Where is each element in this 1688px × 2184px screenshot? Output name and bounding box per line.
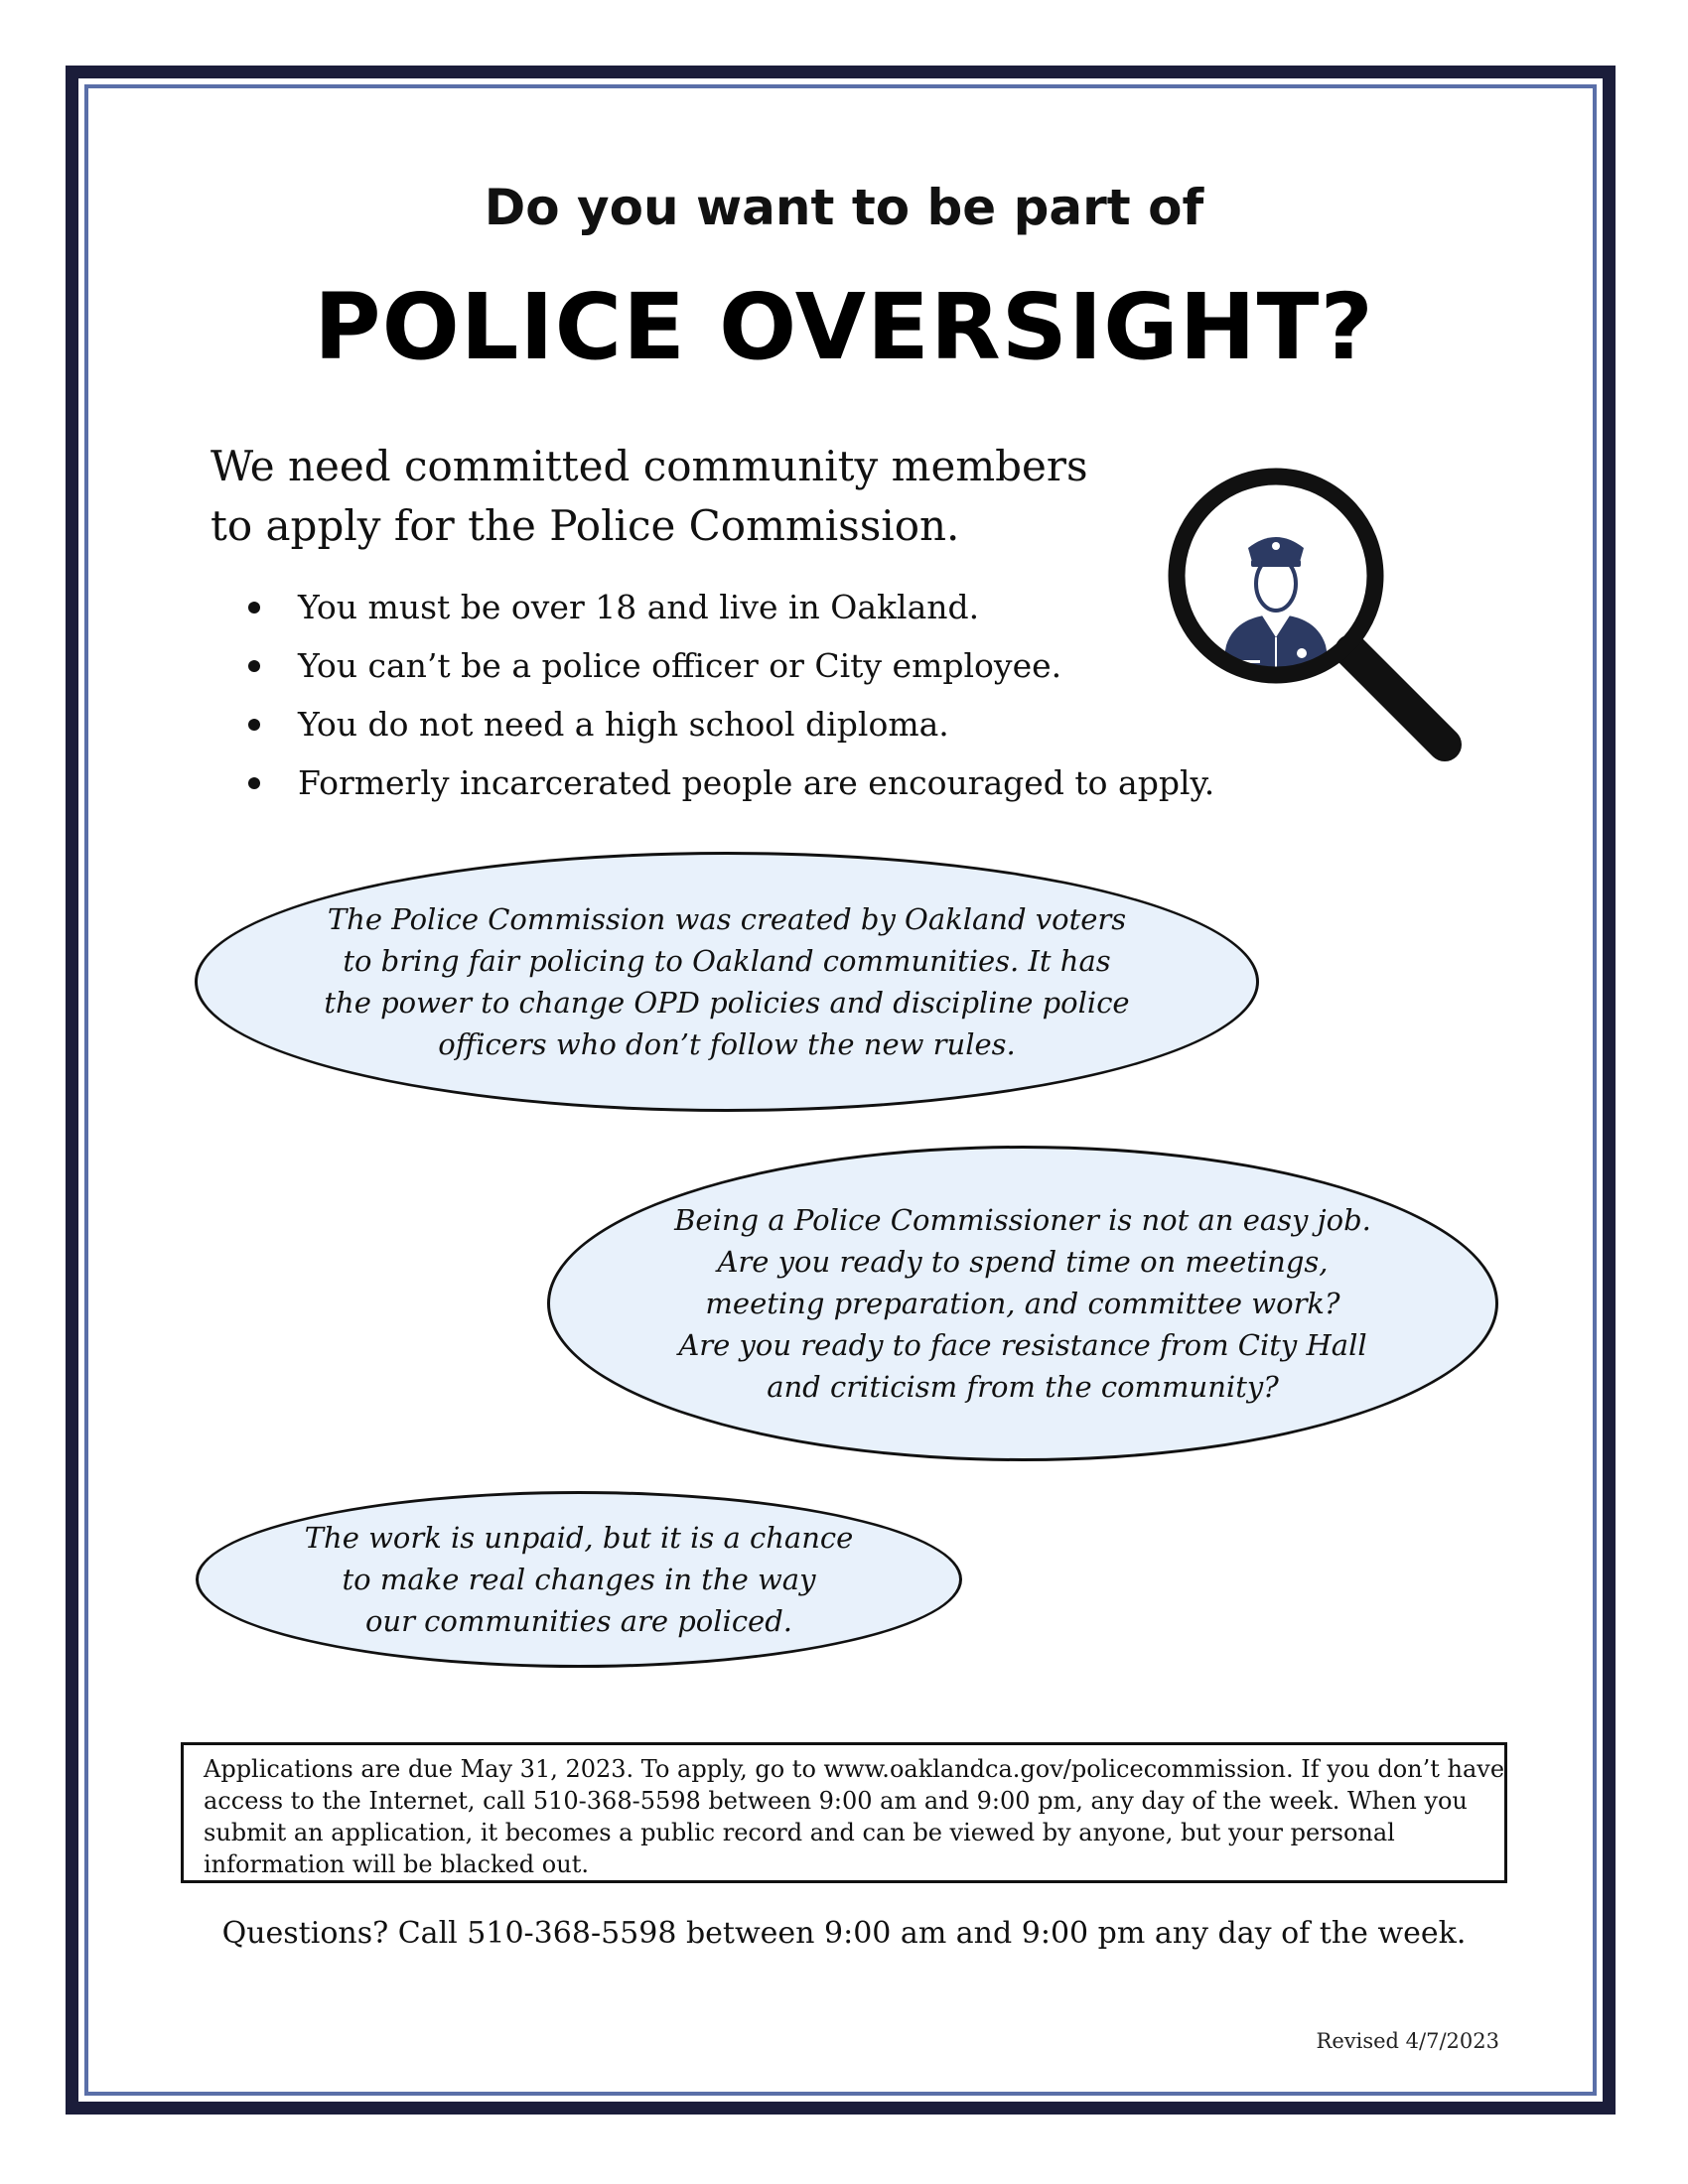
bullet-icon <box>248 660 260 672</box>
bubble-line: our communities are policed. <box>364 1604 792 1638</box>
requirement-item <box>248 753 1214 812</box>
bubble-line: meeting preparation, and committee work? <box>705 1287 1340 1320</box>
notice-line: information will be blacked out. <box>204 1850 589 1878</box>
bubble-line: The work is unpaid, but it is a chance <box>304 1521 854 1555</box>
application-notice-box <box>181 1742 1507 1883</box>
requirement-text: You do not need a high school diploma. <box>298 705 949 744</box>
bubble-line: Are you ready to face resistance from City Hall <box>678 1328 1367 1362</box>
bullet-icon <box>248 777 260 789</box>
notice-line: access to the Internet, call 510-368-5598 between 9:00 am and 9:00 pm, any day of the week. When you <box>204 1787 1468 1815</box>
bullet-icon <box>248 602 260 614</box>
revision-date: Revised 4/7/2023 <box>1316 2029 1499 2053</box>
speech-bubble-job-demands <box>547 1146 1498 1461</box>
flyer-headline: POLICE OVERSIGHT? <box>314 274 1374 380</box>
speech-bubble-unpaid-work <box>196 1491 962 1668</box>
requirements-list <box>248 578 1214 812</box>
notice-line: submit an application, it becomes a public record and can be viewed by anyone, but your personal <box>204 1819 1395 1846</box>
intro-line: We need committed community members <box>211 442 1088 490</box>
intro-text <box>211 437 1203 556</box>
questions-contact: Questions? Call 510-368-5598 between 9:00 am and 9:00 pm any day of the week. <box>221 1916 1467 1951</box>
bubble-line: the power to change OPD policies and discipline police <box>324 986 1130 1020</box>
bubble-line: and criticism from the community? <box>767 1370 1279 1404</box>
requirement-text: You can’t be a police officer or City employee. <box>298 646 1062 685</box>
bubble-text <box>674 1199 1371 1408</box>
requirement-text: Formerly incarcerated people are encouraged to apply. <box>298 763 1215 802</box>
bubble-line: Being a Police Commissioner is not an easy job. <box>674 1203 1371 1237</box>
bubble-line: to make real changes in the way <box>342 1563 816 1596</box>
notice-line: Applications are due May 31, 2023. To apply, go to www.oaklandca.gov/policecommission. If you don’t have <box>204 1755 1505 1783</box>
bullet-icon <box>248 719 260 731</box>
bubble-line: Are you ready to spend time on meetings, <box>717 1245 1329 1279</box>
requirement-item <box>248 695 1214 753</box>
magnifying-glass-police-officer-icon <box>1157 457 1475 774</box>
bubble-line: to bring fair policing to Oakland communities. It has <box>343 944 1111 978</box>
requirement-item <box>248 578 1214 636</box>
bubble-text <box>305 1517 854 1642</box>
speech-bubble-commission-info <box>195 852 1259 1112</box>
bubble-line: The Police Commission was created by Oakland voters <box>327 902 1127 936</box>
bubble-line: officers who don’t follow the new rules. <box>438 1027 1016 1061</box>
intro-line: to apply for the Police Commission. <box>211 501 960 550</box>
bubble-text <box>324 898 1129 1065</box>
flyer-kicker: Do you want to be part of <box>484 179 1204 236</box>
requirement-item <box>248 636 1214 695</box>
requirement-text: You must be over 18 and live in Oakland. <box>298 588 980 626</box>
